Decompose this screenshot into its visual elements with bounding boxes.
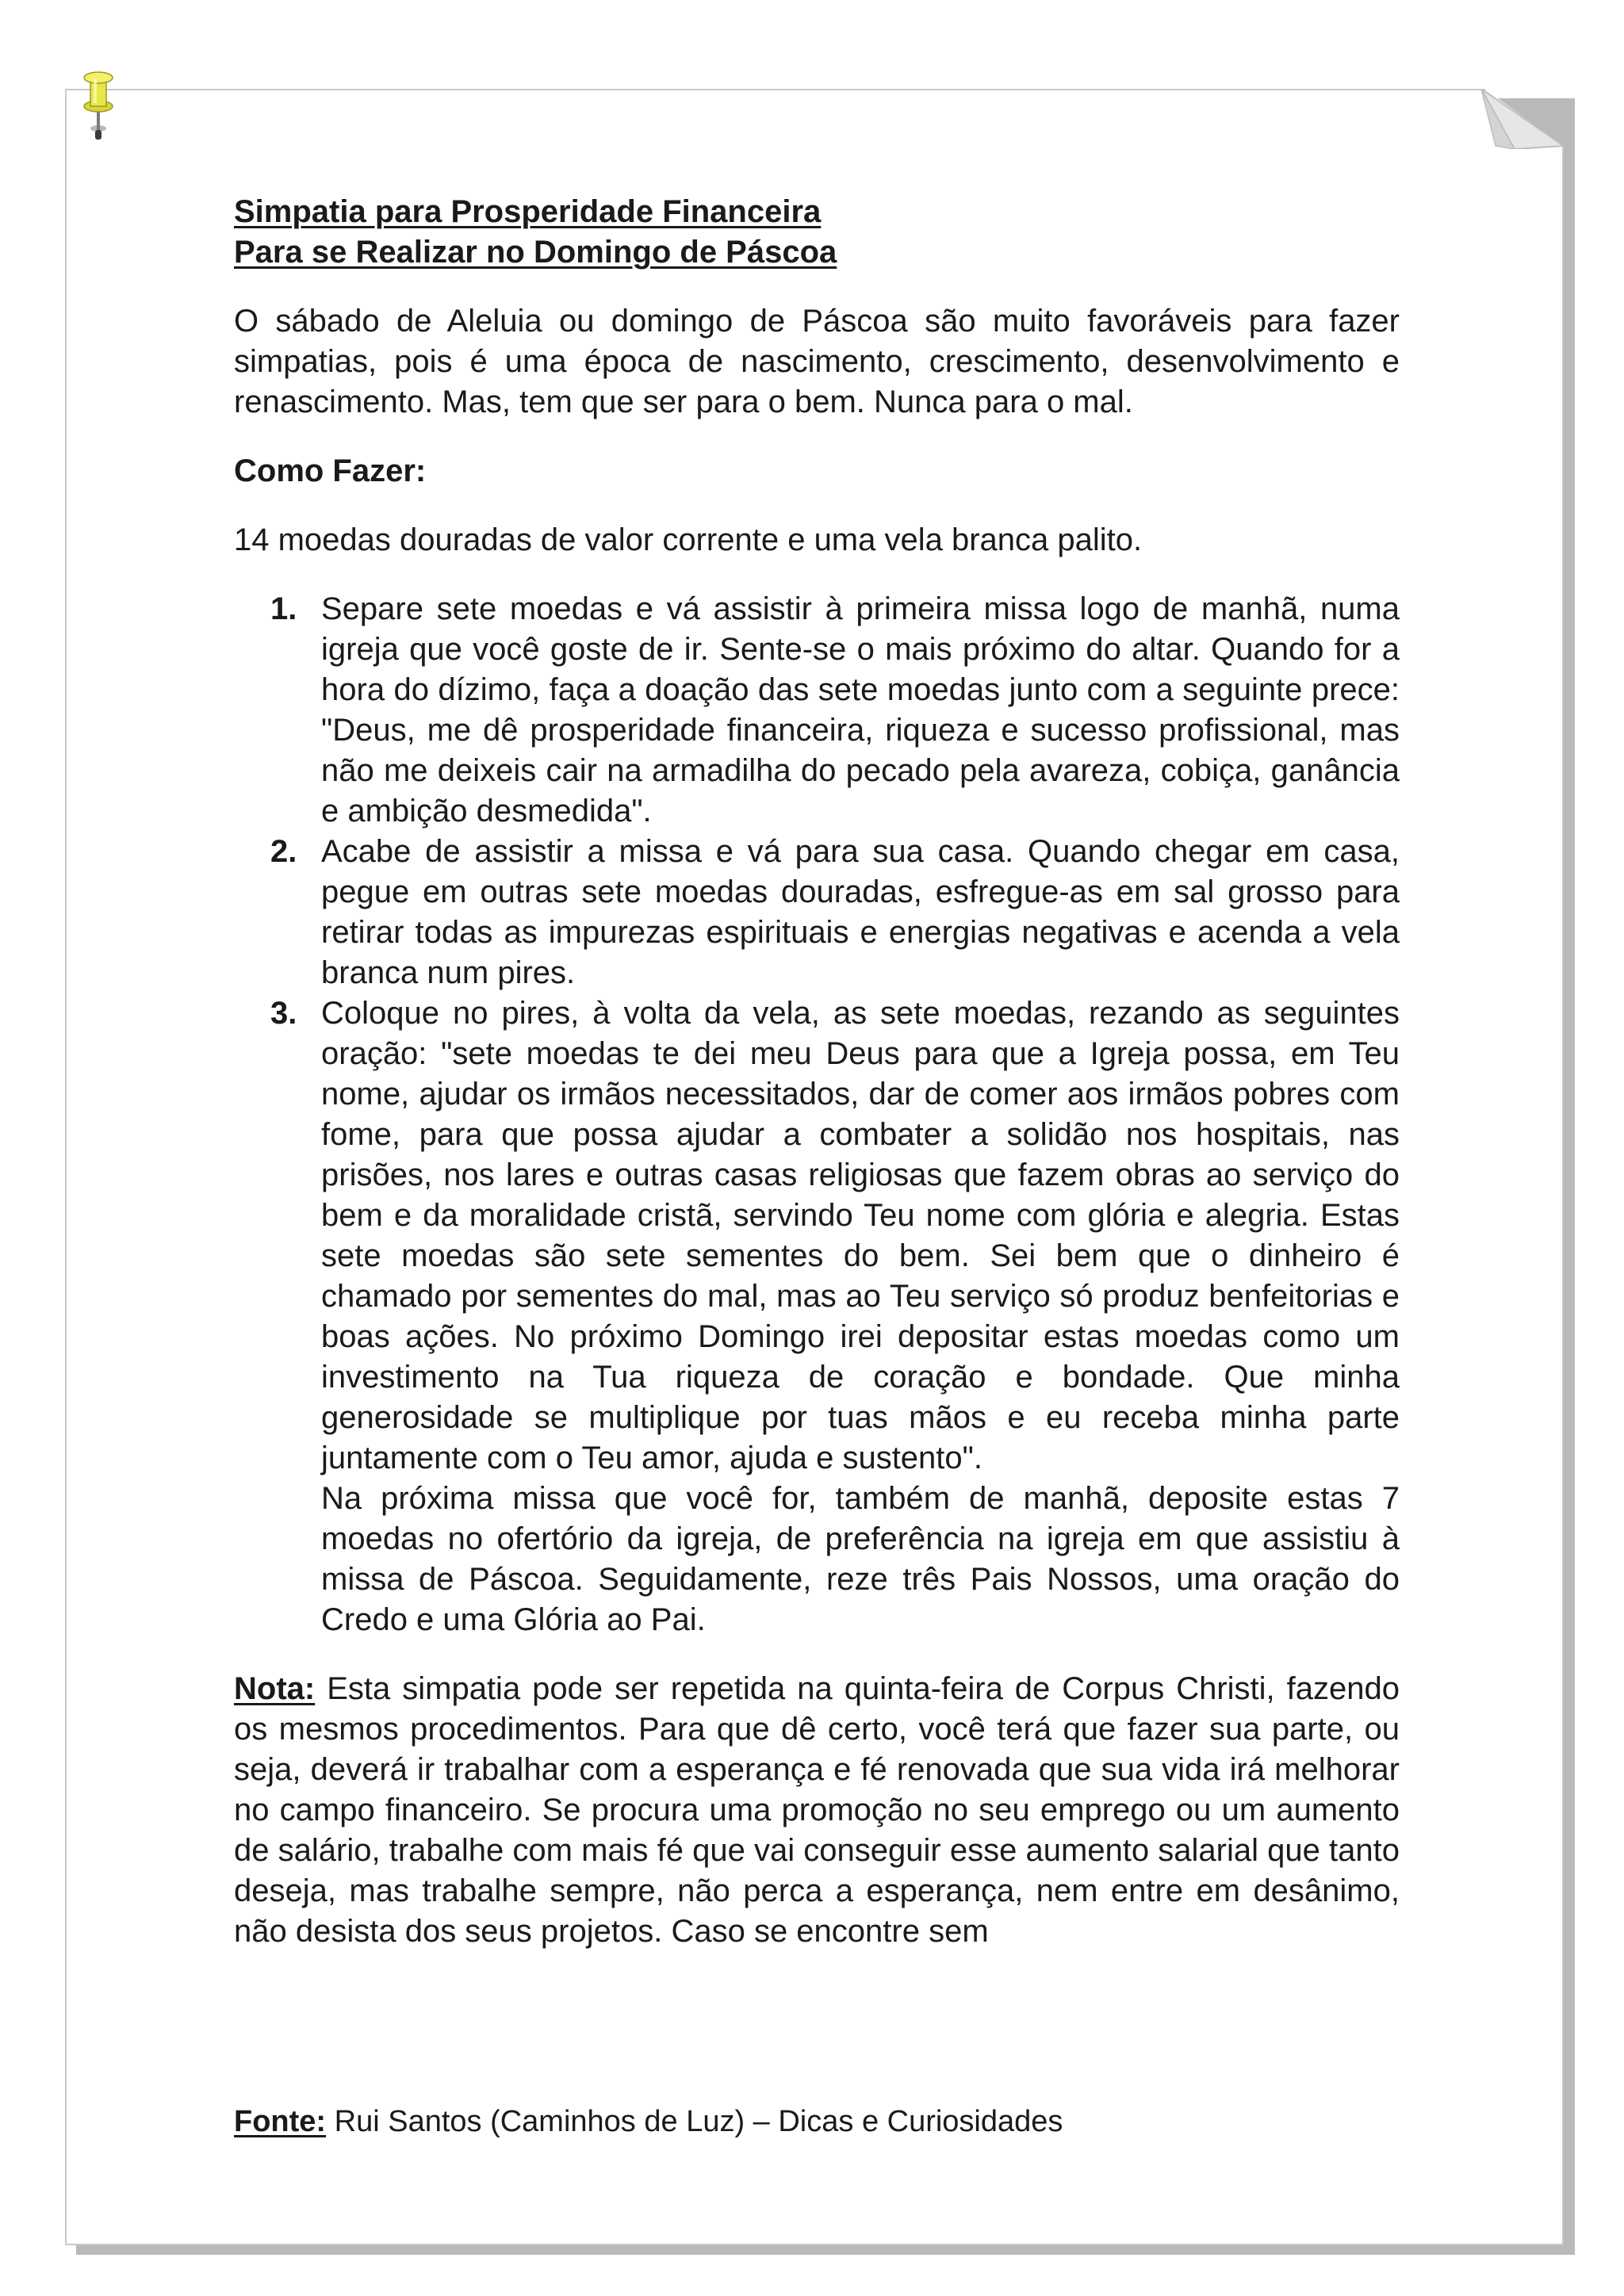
step-number: 1. xyxy=(270,591,297,626)
step-text: Separe sete moedas e vá assistir à primeira missa logo de manhã, numa igreja que você goste de ir. Sente-se o mais próximo do altar. Quando for a hora do dízimo, faça a doação das sete moedas junto com a seguinte prece: "Deus, me dê prosperidade financeira, riqueza e sucesso profissional, mas não me deixeis cair na armadilha do pecado pela avareza, cobiça, ganância e ambição desmedida". xyxy=(321,591,1400,828)
source-label: Fonte: xyxy=(234,2105,327,2138)
note-body xyxy=(234,1669,1400,1952)
list-item xyxy=(270,993,1400,1640)
step-continuation: Na próxima missa que você for, também de manhã, deposite estas 7 moedas no ofertório da igreja, de preferência na igreja em que assistiu à missa de Páscoa. Seguidamente, reze três Pais Nossos, uma oração do Credo e uma Glória ao Pai. xyxy=(321,1481,1400,1637)
note-paragraph xyxy=(234,1669,1400,1952)
how-to-heading: Como Fazer: xyxy=(234,453,427,488)
note-label: Nota: xyxy=(234,1671,316,1706)
document-body xyxy=(234,192,1400,1952)
list-item xyxy=(270,832,1400,993)
document-title: Simpatia para Prosperidade Financeira xyxy=(234,194,822,229)
intro-paragraph: O sábado de Aleluia ou domingo de Páscoa são muito favoráveis para fazer simpatias, pois é uma época de nascimento, crescimento, desenvolvimento e renascimento. Mas, tem que ser para o bem. Nunca para o mal. xyxy=(234,304,1400,419)
step-number: 2. xyxy=(270,834,297,869)
list-item xyxy=(270,589,1400,832)
materials-paragraph: 14 moedas douradas de valor corrente e uma vela branca palito. xyxy=(234,522,1143,557)
step-text: Acabe de assistir a missa e vá para sua casa. Quando chegar em casa, pegue em outras sete moedas douradas, esfregue-as em sal grosso para retirar todas as impurezas espirituais e energias negativas e acenda a vela branca num pires. xyxy=(321,834,1400,990)
steps-list xyxy=(234,589,1400,1640)
note-text: Esta simpatia pode ser repetida na quinta-feira de Corpus Christi, fazendo os mesmos procedimentos. Para que dê certo, você terá que fazer sua parte, ou seja, deverá ir trabalhar com a esperança e fé renovada que sua vida irá melhorar no campo financeiro. Se procura uma promoção no seu emprego ou um aumento de salário, trabalhe com mais fé que vai conseguir esse aumento salarial que tanto deseja, mas trabalhe sempre, não perca a esperança, nem entre em desânimo, não desista dos seus projetos. Caso se encontre sem xyxy=(234,1671,1400,1949)
step-number: 3. xyxy=(270,996,297,1031)
step-text: Coloque no pires, à volta da vela, as sete moedas, rezando as seguintes oração: "sete moedas te dei meu Deus para que a Igreja possa, em Teu nome, ajudar os irmãos necessitados, dar de comer aos irmãos pobres com fome, para que possa ajudar a combater a solidão nos hospitais, nas prisões, nos lares e outras casas religiosas que fazem obras ao serviço do bem e da moralidade cristã, servindo Teu nome com glória e alegria. Estas sete moedas são sete sementes do bem. Sei bem que o dinheiro é chamado por sementes do mal, mas ao Teu serviço só produz benfeitorias e boas ações. No próximo Domingo irei depositar estas moedas como um investimento na Tua riqueza de coração e bondade. Que minha generosidade se multiplique por tuas mãos e eu receba minha parte juntamente com o Teu amor, ajuda e sustento". xyxy=(321,996,1400,1475)
document-subtitle: Para se Realizar no Domingo de Páscoa xyxy=(234,235,837,270)
source-line xyxy=(234,2103,1063,2141)
pushpin-icon xyxy=(76,62,121,144)
page-corner-fold xyxy=(1481,89,1564,149)
source-text: Rui Santos (Caminhos de Luz) – Dicas e Curiosidades xyxy=(334,2105,1063,2138)
